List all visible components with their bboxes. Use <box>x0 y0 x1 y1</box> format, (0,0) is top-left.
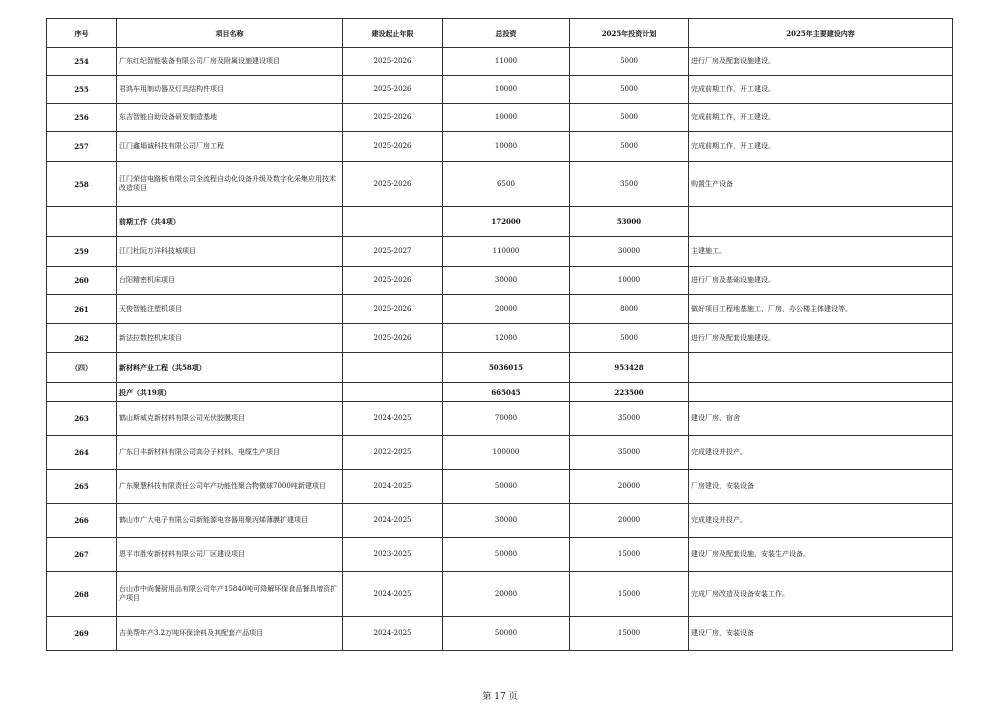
row-2025-content: 建设厂房及配套设施，安装生产设备。 <box>689 538 953 572</box>
row-project-name: 江门鑫塌诚科技有限公司厂房工程 <box>117 132 343 162</box>
row-2025-plan: 10000 <box>570 267 689 295</box>
table-body <box>47 48 953 651</box>
row-2025-plan: 20000 <box>570 504 689 538</box>
row-project-name: 鹤山斯威克新材料有限公司光伏胶膜项目 <box>117 402 343 436</box>
row-total-investment: 30000 <box>443 504 570 538</box>
table-row <box>47 162 953 207</box>
row-index: 255 <box>47 76 117 104</box>
row-period: 2025-2026 <box>343 324 443 353</box>
header-period: 建设起止年限 <box>343 19 443 48</box>
row-total-investment: 12000 <box>443 324 570 353</box>
row-project-name: 台山市中尚餐厨用品有限公司年产15840吨可降解环保食品餐具增资扩产项目 <box>117 572 343 617</box>
row-2025-plan: 53000 <box>570 207 689 237</box>
row-2025-plan: 3500 <box>570 162 689 207</box>
row-2025-content: 完成前期工作，开工建设。 <box>689 76 953 104</box>
header-2025-content: 2025年主要建设内容 <box>689 19 953 48</box>
row-2025-content: 完成前期工作，开工建设。 <box>689 104 953 132</box>
header-total-investment: 总投资 <box>443 19 570 48</box>
row-2025-plan: 5000 <box>570 76 689 104</box>
row-2025-content: 购置生产设备 <box>689 162 953 207</box>
row-total-investment: 20000 <box>443 295 570 324</box>
row-index: 259 <box>47 237 117 267</box>
table-row <box>47 295 953 324</box>
row-2025-content <box>689 383 953 402</box>
row-2025-plan: 20000 <box>570 470 689 504</box>
row-2025-plan: 5000 <box>570 104 689 132</box>
row-total-investment: 110000 <box>443 237 570 267</box>
table-row <box>47 76 953 104</box>
row-total-investment: 50000 <box>443 538 570 572</box>
table-row <box>47 572 953 617</box>
page-number: 第 17 页 <box>482 692 518 702</box>
row-total-investment: 70000 <box>443 402 570 436</box>
row-total-investment: 20000 <box>443 572 570 617</box>
row-project-name: 吉美帮年产3.2万吨环保涂料及其配套产品项目 <box>117 617 343 651</box>
row-period: 2024-2025 <box>343 504 443 538</box>
row-2025-content: 厂房建设，安装设备 <box>689 470 953 504</box>
row-2025-content: 完成厂房改造及设备安装工作。 <box>689 572 953 617</box>
row-project-name: 江门杜阮万洋科技城项目 <box>117 237 343 267</box>
row-2025-plan: 30000 <box>570 237 689 267</box>
row-period: 2025-2026 <box>343 104 443 132</box>
row-project-name: 广东聚慧科技有限责任公司年产功能性聚合物微球7000吨新建项目 <box>117 470 343 504</box>
table-row <box>47 207 953 237</box>
row-2025-content: 建设厂房，安装设备 <box>689 617 953 651</box>
row-total-investment: 6500 <box>443 162 570 207</box>
row-project-name: 江门荣信电路板有限公司全流程自动化设备升级及数字化采集应用技术改造项目 <box>117 162 343 207</box>
row-period: 2025-2026 <box>343 132 443 162</box>
table-row <box>47 383 953 402</box>
row-index: 267 <box>47 538 117 572</box>
row-project-name: 台阳精密机床项目 <box>117 267 343 295</box>
row-period: 2024-2025 <box>343 402 443 436</box>
row-total-investment: 11000 <box>443 48 570 76</box>
row-total-investment: 30000 <box>443 267 570 295</box>
table-row <box>47 538 953 572</box>
row-period: 2024-2025 <box>343 470 443 504</box>
row-period: 2023-2025 <box>343 538 443 572</box>
table-row <box>47 470 953 504</box>
row-total-investment: 10000 <box>443 104 570 132</box>
row-index: 262 <box>47 324 117 353</box>
table-row <box>47 132 953 162</box>
row-2025-plan: 15000 <box>570 538 689 572</box>
row-2025-content <box>689 353 953 383</box>
row-project-name: 东吉智能自助设备研发制造基地 <box>117 104 343 132</box>
row-index: （四） <box>47 353 117 383</box>
row-period: 2024-2025 <box>343 572 443 617</box>
row-period: 2025-2026 <box>343 295 443 324</box>
table-row <box>47 324 953 353</box>
row-2025-content: 完成前期工作，开工建设。 <box>689 132 953 162</box>
row-index <box>47 207 117 237</box>
row-2025-content: 进行厂房及配套设施建设。 <box>689 48 953 76</box>
row-index: 264 <box>47 436 117 470</box>
row-index: 265 <box>47 470 117 504</box>
row-2025-plan: 5000 <box>570 48 689 76</box>
table-header-row <box>47 19 953 48</box>
row-project-name: 前期工作（共4项） <box>117 207 343 237</box>
row-2025-plan: 15000 <box>570 572 689 617</box>
row-index: 266 <box>47 504 117 538</box>
row-total-investment: 50000 <box>443 470 570 504</box>
header-project-name: 项目名称 <box>117 19 343 48</box>
table-row <box>47 617 953 651</box>
investment-table-sheet <box>46 18 952 651</box>
table-row <box>47 353 953 383</box>
row-period: 2022-2025 <box>343 436 443 470</box>
row-project-name: 广东红纪智能装备有限公司厂房及附属设施建设项目 <box>117 48 343 76</box>
row-2025-plan: 5000 <box>570 324 689 353</box>
row-total-investment: 10000 <box>443 76 570 104</box>
row-project-name: 君鸿车用制动器及灯具结构件项目 <box>117 76 343 104</box>
row-period: 2025-2026 <box>343 162 443 207</box>
row-2025-content: 做好项目工程地基施工、厂房、办公楼主体建设等。 <box>689 295 953 324</box>
row-project-name: 鹤山市广大电子有限公司新能源电容器用聚丙烯薄膜扩建项目 <box>117 504 343 538</box>
row-total-investment: 10000 <box>443 132 570 162</box>
row-index: 263 <box>47 402 117 436</box>
row-2025-plan: 15000 <box>570 617 689 651</box>
row-index: 256 <box>47 104 117 132</box>
table-row <box>47 402 953 436</box>
row-total-investment: 172000 <box>443 207 570 237</box>
row-total-investment: 50000 <box>443 617 570 651</box>
row-period: 2025-2027 <box>343 237 443 267</box>
row-index: 254 <box>47 48 117 76</box>
row-total-investment: 5036015 <box>443 353 570 383</box>
row-period <box>343 353 443 383</box>
row-period: 2024-2025 <box>343 617 443 651</box>
row-project-name: 广东日丰新材料有限公司高分子材料、电缆生产项目 <box>117 436 343 470</box>
row-index: 260 <box>47 267 117 295</box>
row-period: 2025-2026 <box>343 48 443 76</box>
row-2025-content: 进行厂房及基础设施建设。 <box>689 267 953 295</box>
investment-project-table <box>46 18 953 651</box>
row-index: 269 <box>47 617 117 651</box>
row-2025-content: 进行厂房及配套设施建设。 <box>689 324 953 353</box>
row-index: 257 <box>47 132 117 162</box>
row-index: 258 <box>47 162 117 207</box>
table-row <box>47 48 953 76</box>
row-2025-content <box>689 207 953 237</box>
row-2025-content: 完成建设并投产。 <box>689 436 953 470</box>
row-2025-plan: 35000 <box>570 402 689 436</box>
row-2025-plan: 8000 <box>570 295 689 324</box>
row-2025-plan: 35000 <box>570 436 689 470</box>
row-total-investment: 665045 <box>443 383 570 402</box>
row-period: 2025-2026 <box>343 267 443 295</box>
row-project-name: 天俊智能注塑机项目 <box>117 295 343 324</box>
row-index <box>47 383 117 402</box>
row-project-name: 恩平市胜安新材料有限公司厂区建设项目 <box>117 538 343 572</box>
row-2025-content: 建设厂房、宿舍 <box>689 402 953 436</box>
row-period <box>343 207 443 237</box>
row-2025-content: 完成建设并投产。 <box>689 504 953 538</box>
row-index: 268 <box>47 572 117 617</box>
row-2025-content: 主建施工。 <box>689 237 953 267</box>
table-row <box>47 104 953 132</box>
row-index: 261 <box>47 295 117 324</box>
row-2025-plan: 5000 <box>570 132 689 162</box>
row-project-name: 新材料产业工程（共58项） <box>117 353 343 383</box>
header-2025-plan: 2025年投资计划 <box>570 19 689 48</box>
row-2025-plan: 953428 <box>570 353 689 383</box>
row-period: 2025-2026 <box>343 76 443 104</box>
row-project-name: 新法拉数控机床项目 <box>117 324 343 353</box>
header-index: 序号 <box>47 19 117 48</box>
table-row <box>47 267 953 295</box>
row-total-investment: 100000 <box>443 436 570 470</box>
row-period <box>343 383 443 402</box>
table-row <box>47 504 953 538</box>
row-2025-plan: 223500 <box>570 383 689 402</box>
row-project-name: 投产（共19项） <box>117 383 343 402</box>
table-row <box>47 237 953 267</box>
table-row <box>47 436 953 470</box>
